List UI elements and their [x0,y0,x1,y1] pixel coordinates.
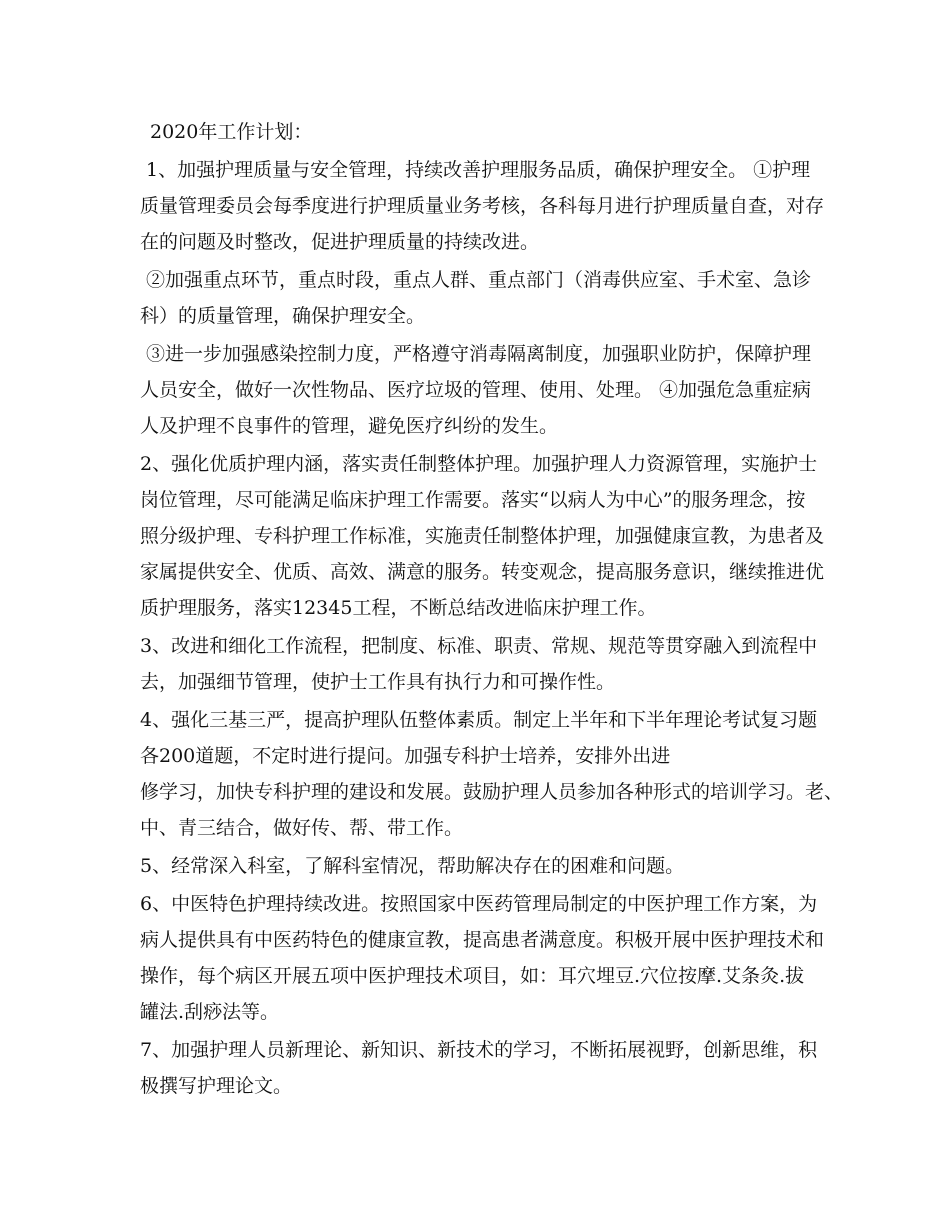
item1-line1: 1、加强护理质量与安全管理，持续改善护理服务品质，确保护理安全。 ①护理 [146,159,811,181]
item4-line3: 修学习，加快专科护理的建设和发展。鼓励护理人员参加各种形式的培训学习。老、 [140,781,844,803]
item1-sub3-line1: ③进一步加强感染控制力度，严格遵守消毒隔离制度，加强职业防护，保障护理 [146,343,812,365]
item6-line4: 罐法.刮痧法等。 [140,1001,280,1023]
item3-line2: 去，加强细节管理，使护士工作具有执行力和可操作性。 [140,671,616,693]
item4-line2: 各200道题，不定时进行提问。加强专科护士培养，安排外出进 [140,745,671,767]
item1-sub3-line2: 人员安全，做好一次性物品、医疗垃圾的管理、使用、处理。 ④加强危急重症病 [140,379,812,401]
item2-line1: 2、强化优质护理内涵，落实责任制整体护理。加强护理人力资源管理，实施护士 [140,453,818,475]
item1-sub2-line1: ②加强重点环节，重点时段，重点人群、重点部门（消毒供应室、手术室、急诊 [146,269,812,291]
plan-title: 2020年工作计划： [150,121,313,143]
item5-line1: 5、经常深入科室，了解科室情况，帮助解决存在的困难和问题。 [140,855,685,877]
item1-line2: 质量管理委员会每季度进行护理质量业务考核，各科每月进行护理质量自查，对存 [140,195,825,217]
item1-sub2-line2: 科）的质量管理，确保护理安全。 [140,305,426,327]
item6-line3: 操作，每个病区开展五项中医护理技术项目，如：耳穴埋豆.穴位按摩.艾条灸.拔 [140,965,805,987]
item3-line1: 3、改进和细化工作流程，把制度、标准、职责、常规、规范等贯穿融入到流程中 [140,635,818,657]
item2-line2: 岗位管理，尽可能满足临床护理工作需要。落实“以病人为中心”的服务理念，按 [140,489,806,511]
item2-line4: 家属提供安全、优质、高效、满意的服务。转变观念，提高服务意识，继续推进优 [140,561,825,583]
item6-line1: 6、中医特色护理持续改进。按照国家中医药管理局制定的中医护理工作方案，为 [140,893,818,915]
item2-line3: 照分级护理、专科护理工作标准，实施责任制整体护理，加强健康宣教，为患者及 [140,525,825,547]
item2-line5: 质护理服务，落实12345工程，不断总结改进临床护理工作。 [140,597,657,619]
item1-sub3-line3: 人及护理不良事件的管理，避免医疗纠纷的发生。 [140,415,559,437]
item1-line3: 在的问题及时整改，促进护理质量的持续改进。 [140,231,540,253]
item7-line1: 7、加强护理人员新理论、新知识、新技术的学习，不断拓展视野，创新思维，积 [140,1039,818,1061]
item6-line2: 病人提供具有中医药特色的健康宣教，提高患者满意度。积极开展中医护理技术和 [140,929,825,951]
item4-line4: 中、青三结合，做好传、帮、带工作。 [140,817,464,839]
item7-line2: 极撰写护理论文。 [140,1075,293,1097]
item4-line1: 4、强化三基三严，提高护理队伍整体素质。制定上半年和下半年理论考试复习题 [140,709,818,731]
